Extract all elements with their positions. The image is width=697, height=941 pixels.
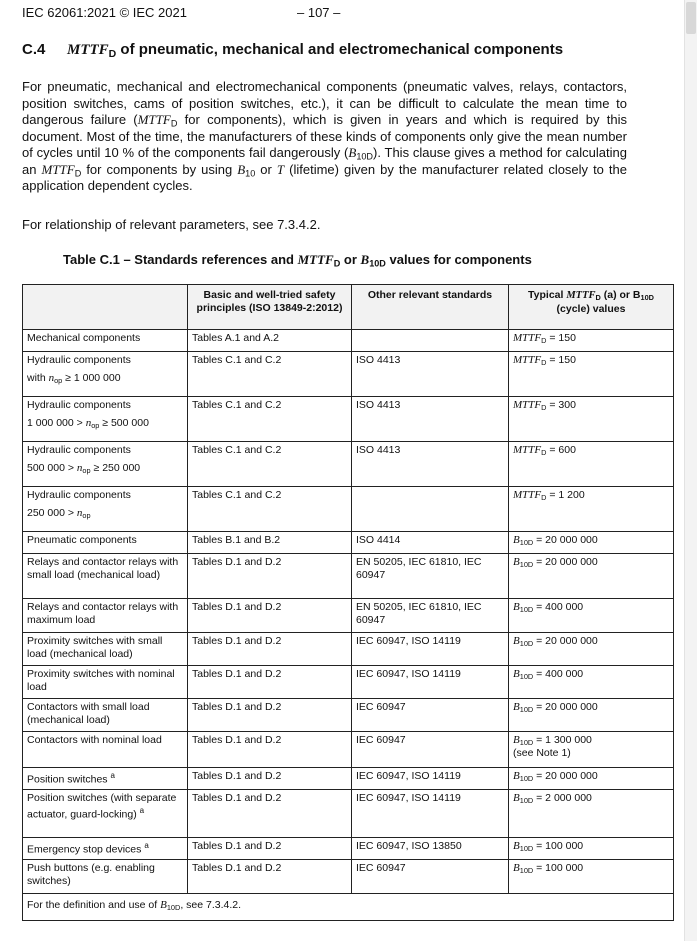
table-title-var: B bbox=[360, 252, 370, 267]
cell-principles: Tables C.1 and C.2 bbox=[188, 352, 352, 397]
value-var: B bbox=[513, 770, 520, 782]
component-name: Hydraulic components bbox=[27, 489, 131, 501]
value-number: = 100 000 bbox=[533, 840, 584, 852]
component-name: Position switches bbox=[27, 773, 111, 786]
para-text: for components), which is given in years and which is required by this document. Most of the time, the manufacturers of these kinds of components only give the mean number of cycles until 10 % of the components fail dangerously ( bbox=[22, 112, 627, 160]
section-number: C.4 bbox=[22, 41, 46, 58]
value-note: (see Note 1) bbox=[513, 746, 571, 759]
cell-principles: Tables C.1 and C.2 bbox=[188, 487, 352, 532]
table-row bbox=[23, 532, 674, 554]
footnote-marker: a bbox=[110, 771, 115, 780]
header-standards: Other relevant standards bbox=[352, 285, 509, 330]
footnote-text: , see 7.3.4.2. bbox=[180, 899, 242, 911]
para-text: For pneumatic, mechanical and electromechanical components (pneumatic valves, relays, contactors, position switches, cams of position switches, etc.), it can be difficult to calculate the mean time to dangerous failure ( bbox=[22, 79, 627, 127]
footnote-marker: a bbox=[139, 805, 145, 815]
para-var: MTTF bbox=[137, 112, 171, 127]
para-var: B bbox=[237, 161, 246, 177]
cell-component bbox=[23, 532, 188, 554]
table-title-var: MTTF bbox=[297, 252, 334, 267]
value-var: MTTF bbox=[513, 489, 542, 501]
table-title-var-sub: 10D bbox=[369, 258, 386, 269]
value-var-sub: D bbox=[541, 403, 547, 413]
cell-principles: Tables D.1 and D.2 bbox=[188, 666, 352, 699]
cell-principles: Tables C.1 and C.2 bbox=[188, 397, 352, 442]
cell-principles: Tables D.1 and D.2 bbox=[188, 599, 352, 633]
cell-principles: Tables D.1 and D.2 bbox=[188, 860, 352, 894]
cell-standards: IEC 60947, ISO 13850 bbox=[352, 838, 509, 860]
table-row bbox=[23, 487, 674, 532]
value-var: B bbox=[513, 635, 520, 647]
header-var-sub: 10D bbox=[640, 293, 654, 303]
value-var-sub: 10D bbox=[519, 774, 534, 784]
cycle-condition bbox=[27, 372, 183, 385]
nop-var-sub: op bbox=[54, 375, 63, 385]
header-values bbox=[509, 285, 674, 330]
value-number: = 1 300 000 bbox=[533, 734, 592, 746]
header-principles: Basic and well-tried safety principles (ISO 13849-2:2012) bbox=[188, 285, 352, 330]
page-number: – 107 – bbox=[297, 5, 341, 20]
value-var-sub: D bbox=[541, 493, 547, 503]
cell-standards: IEC 60947, ISO 14119 bbox=[352, 666, 509, 699]
value-number: = 20 000 000 bbox=[533, 770, 598, 782]
cell-component bbox=[23, 554, 188, 599]
cell-component bbox=[23, 352, 188, 397]
cell-value bbox=[509, 397, 674, 442]
para-var: MTTF bbox=[41, 161, 75, 177]
value-number: = 150 bbox=[546, 332, 576, 344]
value-var: B bbox=[513, 534, 520, 546]
footnote-text: For the definition and use of bbox=[27, 899, 161, 911]
component-name: Proximity switches with nominal load bbox=[27, 668, 175, 693]
value-var: B bbox=[513, 792, 520, 804]
header-text: Typical bbox=[528, 289, 567, 301]
value-number: = 150 bbox=[546, 354, 576, 366]
cycle-text: ≥ 250 000 bbox=[90, 461, 141, 474]
cycle-text: 500 000 > bbox=[27, 461, 77, 474]
cycle-condition bbox=[27, 507, 183, 520]
table-title-text: or bbox=[340, 252, 361, 267]
footnote-var-sub: 10D bbox=[166, 903, 181, 913]
section-title bbox=[22, 41, 563, 59]
cell-component bbox=[23, 487, 188, 532]
cycle-condition bbox=[27, 417, 183, 430]
cell-standards: IEC 60947, ISO 14119 bbox=[352, 790, 509, 838]
component-name: Push buttons (e.g. enabling switches) bbox=[27, 862, 155, 887]
para-var: T bbox=[276, 161, 285, 177]
footnote-marker: a bbox=[144, 841, 149, 850]
value-var: B bbox=[513, 862, 520, 874]
header-var: MTTF bbox=[566, 290, 596, 301]
cycle-text: 250 000 > bbox=[27, 506, 77, 519]
cycle-text: ≥ 500 000 bbox=[99, 416, 149, 429]
section-var-sub: D bbox=[108, 48, 117, 61]
table-row bbox=[23, 442, 674, 487]
cell-standards: ISO 4413 bbox=[352, 442, 509, 487]
cell-component bbox=[23, 768, 188, 790]
value-var-sub: D bbox=[541, 336, 547, 346]
value-number: = 20 000 000 bbox=[533, 534, 598, 546]
cell-principles: Tables D.1 and D.2 bbox=[188, 838, 352, 860]
value-var: MTTF bbox=[513, 332, 542, 344]
cycle-text: ≥ 1 000 000 bbox=[62, 371, 121, 384]
value-var-sub: D bbox=[541, 448, 547, 458]
cell-component bbox=[23, 633, 188, 666]
value-number: = 20 000 000 bbox=[533, 701, 598, 713]
cell-component bbox=[23, 666, 188, 699]
cell-standards: ISO 4413 bbox=[352, 397, 509, 442]
table-footer-row bbox=[23, 894, 674, 921]
value-var: MTTF bbox=[513, 399, 542, 411]
cell-standards bbox=[352, 487, 509, 532]
table-row bbox=[23, 599, 674, 633]
component-name: Position switches (with separate actuator, guard-locking) bbox=[27, 792, 177, 820]
para-var: B bbox=[348, 145, 357, 160]
cycle-text: with bbox=[27, 371, 49, 384]
standards-table bbox=[22, 284, 674, 921]
value-var: B bbox=[513, 701, 520, 713]
cell-principles: Tables D.1 and D.2 bbox=[188, 633, 352, 666]
value-var-sub: D bbox=[541, 358, 547, 368]
component-name: Relays and contactor relays with small load (mechanical load) bbox=[27, 556, 179, 581]
table-footnote bbox=[23, 894, 674, 921]
value-var: MTTF bbox=[513, 444, 542, 456]
para-text: for components by using bbox=[81, 161, 238, 177]
table-title-text: values for components bbox=[385, 252, 532, 267]
nop-var: n bbox=[48, 371, 55, 384]
component-name: Contactors with nominal load bbox=[27, 734, 162, 746]
value-var-sub: 10D bbox=[519, 560, 534, 570]
nop-var-sub: op bbox=[82, 510, 91, 520]
component-name: Hydraulic components bbox=[27, 444, 131, 456]
cell-value bbox=[509, 442, 674, 487]
cell-value bbox=[509, 838, 674, 860]
value-number: = 1 200 bbox=[546, 489, 585, 501]
table-title bbox=[63, 252, 532, 268]
nop-var: n bbox=[76, 506, 83, 519]
cell-value bbox=[509, 768, 674, 790]
para-text: ). This clause gives a method for calculating an bbox=[22, 145, 627, 177]
cell-standards: IEC 60947 bbox=[352, 732, 509, 768]
value-var-sub: 10D bbox=[519, 844, 534, 854]
component-name: Pneumatic components bbox=[27, 534, 137, 546]
cell-standards bbox=[352, 330, 509, 352]
para-var-sub: D bbox=[74, 168, 82, 179]
value-number: = 300 bbox=[546, 399, 576, 411]
cell-component bbox=[23, 860, 188, 894]
cell-value bbox=[509, 633, 674, 666]
table-row bbox=[23, 768, 674, 790]
table-row bbox=[23, 352, 674, 397]
value-number: = 400 000 bbox=[533, 601, 584, 613]
cell-principles: Tables C.1 and C.2 bbox=[188, 442, 352, 487]
cell-principles: Tables D.1 and D.2 bbox=[188, 732, 352, 768]
table-row bbox=[23, 860, 674, 894]
para-var-sub: 10 bbox=[245, 168, 256, 179]
cell-value bbox=[509, 352, 674, 397]
value-var-sub: 10D bbox=[519, 705, 534, 715]
cell-component bbox=[23, 397, 188, 442]
cell-value bbox=[509, 532, 674, 554]
table-title-text: Table C.1 – Standards references and bbox=[63, 252, 298, 267]
cell-value bbox=[509, 860, 674, 894]
cell-standards: IEC 60947, ISO 14119 bbox=[352, 633, 509, 666]
value-var-sub: 10D bbox=[519, 672, 534, 682]
table-row bbox=[23, 732, 674, 768]
para-text: (lifetime) given by the manufacturer related closely to the application dependent cycles. bbox=[22, 161, 628, 193]
table-title-var-sub: D bbox=[333, 258, 341, 269]
table-row bbox=[23, 838, 674, 860]
component-name: Emergency stop devices bbox=[27, 843, 145, 856]
value-var: B bbox=[513, 840, 520, 852]
cell-value bbox=[509, 599, 674, 633]
cell-principles: Tables D.1 and D.2 bbox=[188, 790, 352, 838]
component-name: Contactors with small load (mechanical load) bbox=[27, 701, 150, 726]
nop-var-sub: op bbox=[91, 420, 100, 430]
value-number: = 20 000 000 bbox=[533, 556, 598, 568]
nop-var-sub: op bbox=[82, 465, 91, 475]
cell-component bbox=[23, 732, 188, 768]
cell-value bbox=[509, 790, 674, 838]
table-row bbox=[23, 633, 674, 666]
table-row bbox=[23, 666, 674, 699]
value-var: B bbox=[513, 601, 520, 613]
value-number: = 400 000 bbox=[533, 668, 584, 680]
table-row bbox=[23, 330, 674, 352]
value-var-sub: 10D bbox=[519, 538, 534, 548]
cell-value bbox=[509, 487, 674, 532]
cell-standards: IEC 60947, ISO 14119 bbox=[352, 768, 509, 790]
cycle-condition bbox=[27, 462, 183, 475]
cell-component bbox=[23, 599, 188, 633]
table-row bbox=[23, 699, 674, 732]
cell-principles: Tables D.1 and D.2 bbox=[188, 768, 352, 790]
scrollbar-thumb[interactable] bbox=[686, 2, 696, 34]
cell-principles: Tables B.1 and B.2 bbox=[188, 532, 352, 554]
cell-value bbox=[509, 732, 674, 768]
cell-principles: Tables A.1 and A.2 bbox=[188, 330, 352, 352]
cell-component bbox=[23, 330, 188, 352]
section-title-text: of pneumatic, mechanical and electromechanical components bbox=[116, 41, 564, 58]
cell-value bbox=[509, 330, 674, 352]
table-header-row bbox=[23, 285, 674, 330]
cell-value bbox=[509, 699, 674, 732]
component-name: Relays and contactor relays with maximum load bbox=[27, 601, 179, 626]
table-row bbox=[23, 397, 674, 442]
table-row bbox=[23, 554, 674, 599]
para-text: or bbox=[255, 161, 277, 177]
cell-standards: ISO 4413 bbox=[352, 352, 509, 397]
cell-standards: IEC 60947 bbox=[352, 860, 509, 894]
cell-standards: ISO 4414 bbox=[352, 532, 509, 554]
cell-principles: Tables D.1 and D.2 bbox=[188, 554, 352, 599]
cell-principles: Tables D.1 and D.2 bbox=[188, 699, 352, 732]
value-var: MTTF bbox=[513, 354, 542, 366]
value-var-sub: 10D bbox=[519, 639, 534, 649]
cell-component bbox=[23, 699, 188, 732]
value-var: B bbox=[513, 734, 520, 746]
value-number: = 20 000 000 bbox=[533, 635, 598, 647]
component-name: Hydraulic components bbox=[27, 354, 131, 366]
component-name: Proximity switches with small load (mechanical load) bbox=[27, 635, 163, 660]
header-text: (cycle) values bbox=[556, 302, 626, 315]
header-component bbox=[23, 285, 188, 330]
value-var: B bbox=[513, 556, 520, 568]
para-var-sub: D bbox=[170, 118, 178, 129]
value-var-sub: 10D bbox=[519, 866, 534, 876]
cell-component bbox=[23, 838, 188, 860]
value-var-sub: 10D bbox=[519, 605, 534, 615]
footnote-var: B bbox=[160, 899, 167, 911]
component-name: Mechanical components bbox=[27, 332, 141, 344]
cell-value bbox=[509, 666, 674, 699]
section-var: MTTF bbox=[67, 42, 109, 58]
relationship-paragraph: For relationship of relevant parameters, see 7.3.4.2. bbox=[22, 217, 321, 232]
value-number: = 600 bbox=[546, 444, 576, 456]
para-var-sub: 10D bbox=[356, 151, 373, 162]
cell-value bbox=[509, 554, 674, 599]
value-number: = 100 000 bbox=[533, 862, 584, 874]
cell-component bbox=[23, 442, 188, 487]
cell-standards: EN 50205, IEC 61810, IEC 60947 bbox=[352, 554, 509, 599]
value-number: = 2 000 000 bbox=[533, 792, 592, 804]
value-var-sub: 10D bbox=[519, 796, 534, 806]
component-name: Hydraulic components bbox=[27, 399, 131, 411]
header-text: (a) or B bbox=[600, 289, 641, 301]
nop-var: n bbox=[85, 416, 92, 429]
nop-var: n bbox=[76, 461, 83, 474]
vertical-scrollbar[interactable] bbox=[684, 0, 697, 941]
cycle-text: 1 000 000 > bbox=[27, 416, 86, 429]
header-var-sub: D bbox=[595, 293, 601, 303]
document-header: IEC 62061:2021 © IEC 2021 bbox=[22, 5, 187, 20]
table-row bbox=[23, 790, 674, 838]
cell-standards: EN 50205, IEC 61810, IEC 60947 bbox=[352, 599, 509, 633]
value-var: B bbox=[513, 668, 520, 680]
intro-paragraph bbox=[22, 79, 627, 195]
cell-standards: IEC 60947 bbox=[352, 699, 509, 732]
value-var-sub: 10D bbox=[519, 738, 534, 748]
cell-component bbox=[23, 790, 188, 838]
